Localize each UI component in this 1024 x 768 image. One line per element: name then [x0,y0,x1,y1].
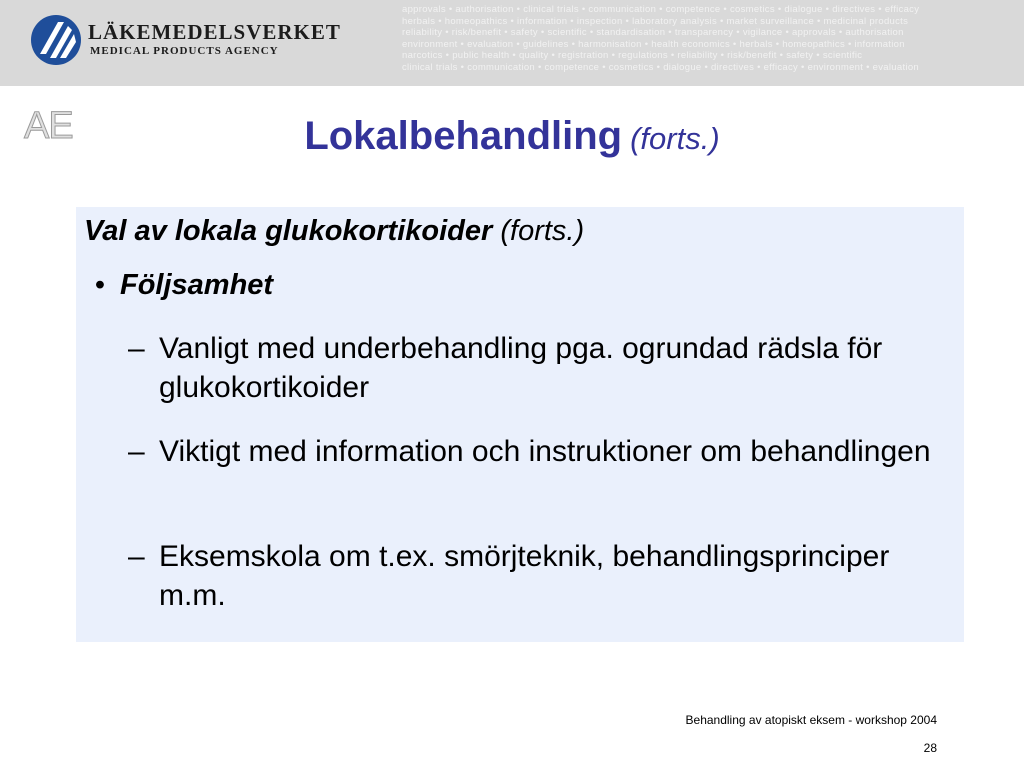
keyword-line: herbals • homeopathics • information • inspection • laboratory analysis • market surveillance • medicinal products [402,15,909,27]
content-subtitle [84,215,584,248]
keyword-line: approvals • authorisation • clinical trials • communication • competence • cosmetics • dialogue • directives • efficacy [402,4,920,15]
sub-item [128,432,958,471]
page-number: 28 [923,741,937,755]
sub-item-text: Eksemskola om t.ex. smörjteknik, behandlingsprinciper m.m. [159,540,890,612]
agency-logo-icon [30,14,82,66]
content-box [76,207,964,642]
footer-text: Behandling av atopiskt eksem - workshop 2004 [685,713,937,727]
keyword-line: reliability • risk/benefit • safety • scientific • standardisation • transparency • vigilance • approvals • authorisation [402,27,904,39]
subtitle-main: Val av lokala glukokortikoider [84,215,493,247]
keyword-line: narcotics • public health • quality • registration • regulations • reliability • risk/benefit • safety • scientific [402,50,863,62]
keyword-line: clinical trials • communication • competence • cosmetics • dialogue • directives • efficacy • environment • evaluation [402,61,919,73]
bullet-item [80,269,273,302]
sub-item [128,329,958,407]
bullet-symbol: • [94,269,106,301]
dash-symbol: – [128,540,145,573]
dash-symbol: – [128,435,145,468]
header-band [0,0,1024,86]
keyword-watermark [402,4,1020,82]
title-sub: (forts.) [630,121,720,156]
subtitle-sub: (forts.) [500,215,585,247]
logo-subtitle: MEDICAL PRODUCTS AGENCY [90,45,279,57]
keyword-line: environment • evaluation • guidelines • harmonisation • health economics • herbals • homeopathics • information [402,38,905,50]
ae-mark: AE [24,105,73,147]
sub-item-text: Vanligt med underbehandling pga. ogrundad rädsla för glukokortikoider [159,332,883,404]
sub-item [128,537,958,615]
logo-name: LÄKEMEDELSVERKET [88,20,341,44]
dash-symbol: – [128,332,145,365]
bullet-text: Följsamhet [120,269,274,301]
sub-item-text: Viktigt med information och instruktioner om behandlingen [159,435,931,468]
slide-title [0,114,1024,159]
title-main: Lokalbehandling [304,114,623,158]
